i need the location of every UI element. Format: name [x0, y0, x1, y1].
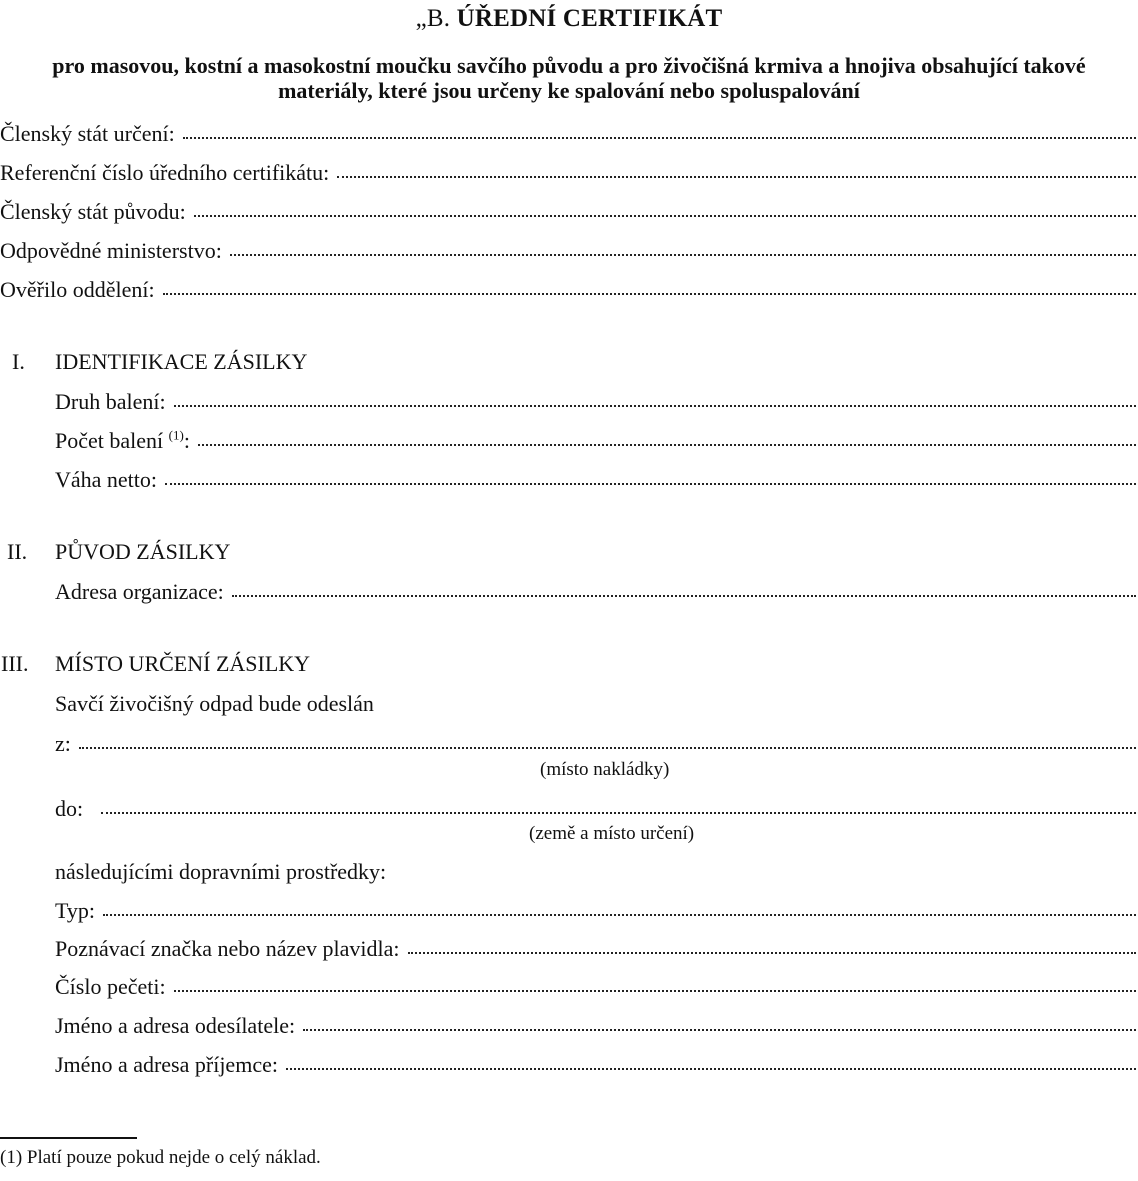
to-caption: (země a místo určení)	[529, 823, 695, 844]
dotted-line	[303, 1029, 1136, 1031]
dotted-line	[174, 990, 1136, 992]
field-consignee[interactable]	[55, 1051, 1136, 1079]
field-label: Poznávací značka nebo název plavidla:	[55, 936, 400, 961]
dotted-line	[194, 215, 1136, 217]
dotted-line	[232, 595, 1136, 597]
field-label	[55, 427, 190, 455]
footnote-ref: (1)	[0, 1147, 23, 1168]
field-label: Ověřilo oddělení:	[0, 277, 155, 302]
field-verified-by[interactable]	[0, 276, 1136, 304]
field-ministry[interactable]	[0, 237, 1136, 265]
title-main: ÚŘEDNÍ CERTIFIKÁT	[456, 5, 723, 32]
transport-intro: následujícími dopravními prostředky:	[55, 859, 387, 884]
field-member-state-destination[interactable]	[0, 120, 1136, 148]
field-seal-number[interactable]	[55, 973, 1136, 1001]
field-consignor[interactable]	[55, 1012, 1136, 1040]
field-package-type[interactable]	[55, 388, 1136, 416]
field-net-weight[interactable]	[55, 466, 1136, 494]
subtitle-line-1: pro masovou, kostní a masokostní moučku savčího původu a pro živočišná krmiva a hnojiva obsahující takové	[52, 53, 1086, 78]
field-label: Referenční číslo úředního certifikátu:	[0, 160, 330, 185]
section-2-heading: PŮVOD ZÁSILKY	[55, 539, 231, 564]
field-to[interactable]	[55, 795, 1136, 823]
field-label: Členský stát určení:	[0, 121, 175, 146]
footnote-divider	[0, 1137, 137, 1139]
field-label: Váha netto:	[55, 467, 158, 492]
certificate-title	[0, 4, 1138, 34]
dotted-line	[79, 747, 1136, 749]
field-label: Druh balení:	[55, 389, 166, 414]
field-label-suffix: :	[183, 428, 190, 453]
field-label-text: Počet balení	[55, 428, 164, 453]
field-label: Odpovědné ministerstvo:	[0, 238, 222, 263]
certificate-subtitle	[0, 53, 1138, 103]
dotted-line	[408, 952, 1136, 954]
field-vehicle-registration[interactable]	[55, 935, 1136, 963]
section-3-number: III.	[1, 651, 29, 676]
field-reference-number[interactable]	[0, 159, 1136, 187]
field-label: Adresa organizace:	[55, 579, 224, 604]
subtitle-line-2: materiály, které jsou určeny ke spalování nebo spoluspalování	[278, 78, 860, 103]
dotted-line	[337, 176, 1136, 178]
dotted-line	[165, 483, 1136, 485]
dotted-line	[163, 293, 1136, 295]
dotted-line	[101, 812, 1136, 814]
field-from[interactable]	[55, 730, 1136, 758]
title-prefix: „B.	[415, 5, 451, 32]
from-caption: (místo nakládky)	[540, 759, 670, 780]
dotted-line	[103, 914, 1136, 916]
field-label: Typ:	[55, 898, 96, 923]
section-2-number: II.	[7, 539, 28, 564]
field-transport-type[interactable]	[55, 897, 1136, 925]
footnote-text: Platí pouze pokud nejde o celý náklad.	[26, 1147, 321, 1168]
dotted-line	[183, 137, 1136, 139]
field-member-state-origin[interactable]	[0, 198, 1136, 226]
dotted-line	[198, 444, 1136, 446]
dotted-line	[286, 1068, 1136, 1070]
field-label: Členský stát původu:	[0, 199, 186, 224]
dotted-line	[230, 254, 1136, 256]
dotted-line	[174, 405, 1136, 407]
dispatch-intro: Savčí živočišný odpad bude odeslán	[55, 691, 374, 716]
field-label: Jméno a adresa odesílatele:	[55, 1013, 296, 1038]
footnote-reference[interactable]: (1)	[168, 427, 184, 443]
field-organization-address[interactable]	[55, 578, 1136, 606]
field-label: do:	[55, 796, 84, 821]
section-1-heading: IDENTIFIKACE ZÁSILKY	[55, 349, 308, 374]
section-3-heading: MÍSTO URČENÍ ZÁSILKY	[55, 651, 311, 676]
field-label: Číslo pečeti:	[55, 974, 166, 999]
field-package-count[interactable]	[55, 427, 1136, 455]
field-label: Jméno a adresa příjemce:	[55, 1052, 278, 1077]
footnote	[0, 1146, 321, 1170]
field-label: z:	[55, 731, 71, 756]
section-1-number: I.	[12, 349, 25, 374]
